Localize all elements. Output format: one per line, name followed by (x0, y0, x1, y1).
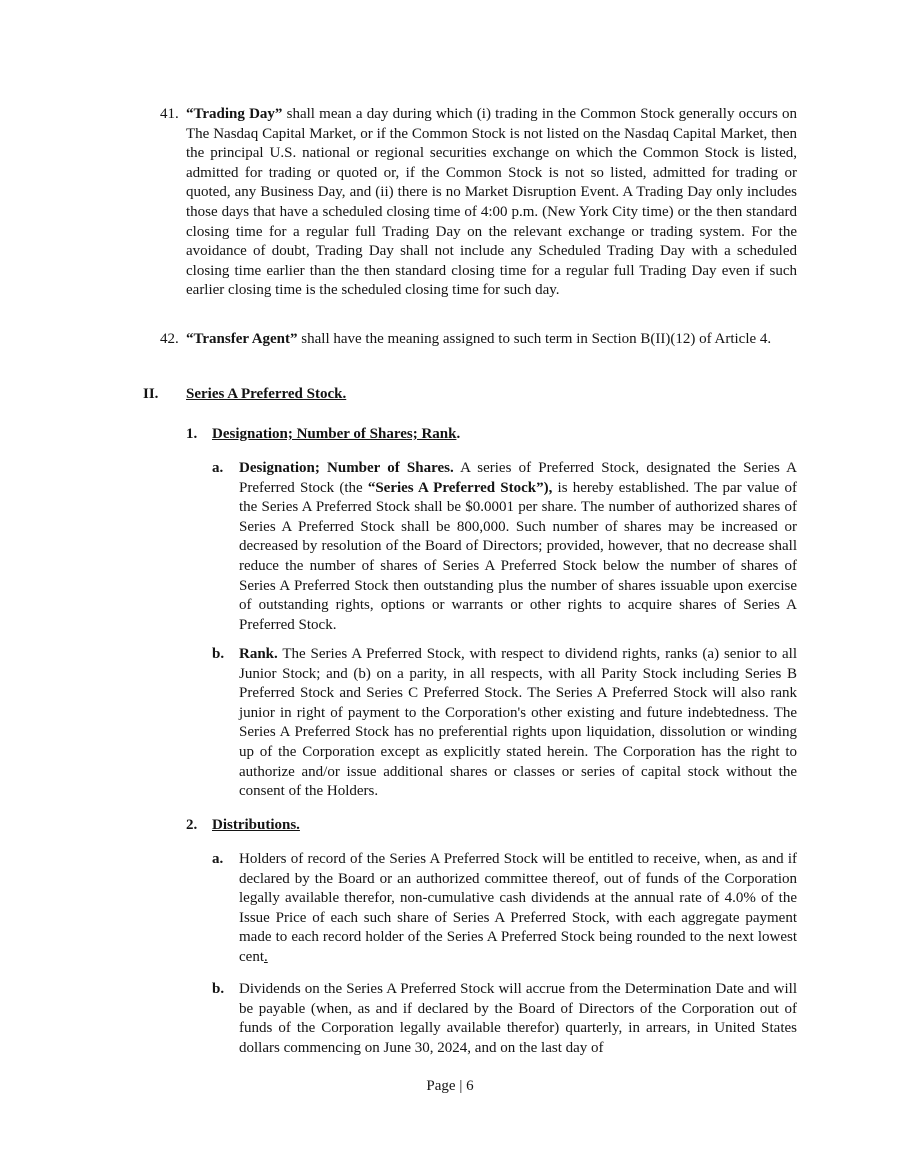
item-label: b. (212, 646, 225, 662)
definition-body: shall have the meaning assigned to such term in Section B(II)(12) of Article 4. (297, 331, 772, 347)
item-label: a. (212, 851, 224, 867)
item-2a-dividends (212, 850, 797, 968)
item-2b-accrual (212, 980, 797, 1058)
item-heading: Designation; Number of Shares. (239, 460, 454, 476)
subsection-title: Designation; Number of Shares; Rank. (212, 426, 461, 442)
subsection-heading-distributions (186, 816, 300, 836)
definition-text (186, 330, 797, 350)
definition-42 (160, 330, 797, 350)
item-text: Dividends on the Series A Preferred Stock will accrue from the Determination Date and will be payable (when, as and if declared by the Board of Directors of the Corporation out of funds of the Corporation legally available therefor) quarterly, in arrears, in United States dollars commencing on June 30, 2024, and on the last day of (239, 981, 797, 1056)
definition-text (186, 105, 797, 301)
defined-term: “Transfer Agent” (186, 331, 298, 347)
definition-number: 41. (160, 106, 179, 122)
section-title: Series A Preferred Stock. (186, 386, 347, 402)
definition-41 (160, 105, 798, 301)
item-heading: Rank. (239, 646, 278, 662)
subsection-number: 1. (186, 426, 198, 442)
item-1a-designation (212, 459, 798, 635)
section-heading (143, 385, 347, 405)
item-1b-rank (212, 645, 797, 802)
item-text: Holders of record of the Series A Preferred Stock will be entitled to receive, when, as and if declared by the Board or an authorized committee thereof, out of funds of the Corporation legally available therefor, non-cumulative cash dividends at the annual rate of 4.0% of the Issue Price of each such share of Series A Preferred Stock, with each aggregate payment made to each record holder of the Series A Preferred Stock being rounded to the next lowest cent. (239, 851, 797, 965)
definition-body: shall mean a day during which (i) trading in the Common Stock generally occurs on The Nasdaq Capital Market, or if the Common Stock is not listed on the Nasdaq Capital Market, then the principal U.S. national or regional securities exchange on which the Common Stock is listed, admitted for trading or quoted or, if the Common Stock is not so listed, admitted for trading or quoted, any Business Day, and (ii) there is no Market Disruption Event. A Trading Day only includes those days that have a scheduled closing time of 4:00 p.m. (New York City time) or the then standard closing time for a regular full Trading Day on the relevant exchange or trading system. For the avoidance of doubt, Trading Day shall not include any Scheduled Trading Day with a scheduled closing time earlier than the then standard closing time for a regular full Trading Day even if such earlier closing time is the scheduled closing time for such day. (186, 106, 798, 299)
subsection-title: Distributions. (212, 817, 300, 833)
subsection-heading-designation (186, 425, 461, 445)
section-number: II. (143, 386, 159, 402)
item-text: Rank. The Series A Preferred Stock, with respect to dividend rights, ranks (a) senior to all Junior Stock; and (b) on a parity, in all respects, with all Parity Stock including Series B Preferred Stock and Series C Preferred Stock. The Series A Preferred Stock will also rank junior in right of payment to the Corporation's other existing and future indebtedness. The Series A Preferred Stock has no preferential rights upon liquidation, dissolution or winding up of the Corporation except as explicitly stated herein. The Corporation has the right to authorize and/or issue additional shares or classes or series of capital stock without the consent of the Holders. (239, 646, 797, 800)
item-label: a. (212, 460, 224, 476)
defined-term: “Series A Preferred Stock”), (367, 479, 553, 496)
subsection-number: 2. (186, 817, 198, 833)
item-text: Designation; Number of Shares. A series of Preferred Stock, designated the Series A Preferred Stock (the “Series A Preferred Stock”), is hereby established. The par value of the Series A Preferred Stock shall be $0.0001 per share. The number of authorized shares of Series A Preferred Stock shall be 800,000. Such number of shares may be increased or decreased by resolution of the Board of Directors; provided, however, that no decrease shall reduce the number of shares of Series A Preferred Stock below the number of shares of Series A Preferred Stock then outstanding plus the number of shares issuable upon exercise of outstanding rights, options or warrants or other rights to acquire shares of Series A Preferred Stock. (239, 460, 798, 633)
page-number: Page | 6 (426, 1078, 474, 1094)
definition-number: 42. (160, 331, 179, 347)
defined-term: “Trading Day” (186, 106, 283, 122)
item-label: b. (212, 981, 225, 997)
